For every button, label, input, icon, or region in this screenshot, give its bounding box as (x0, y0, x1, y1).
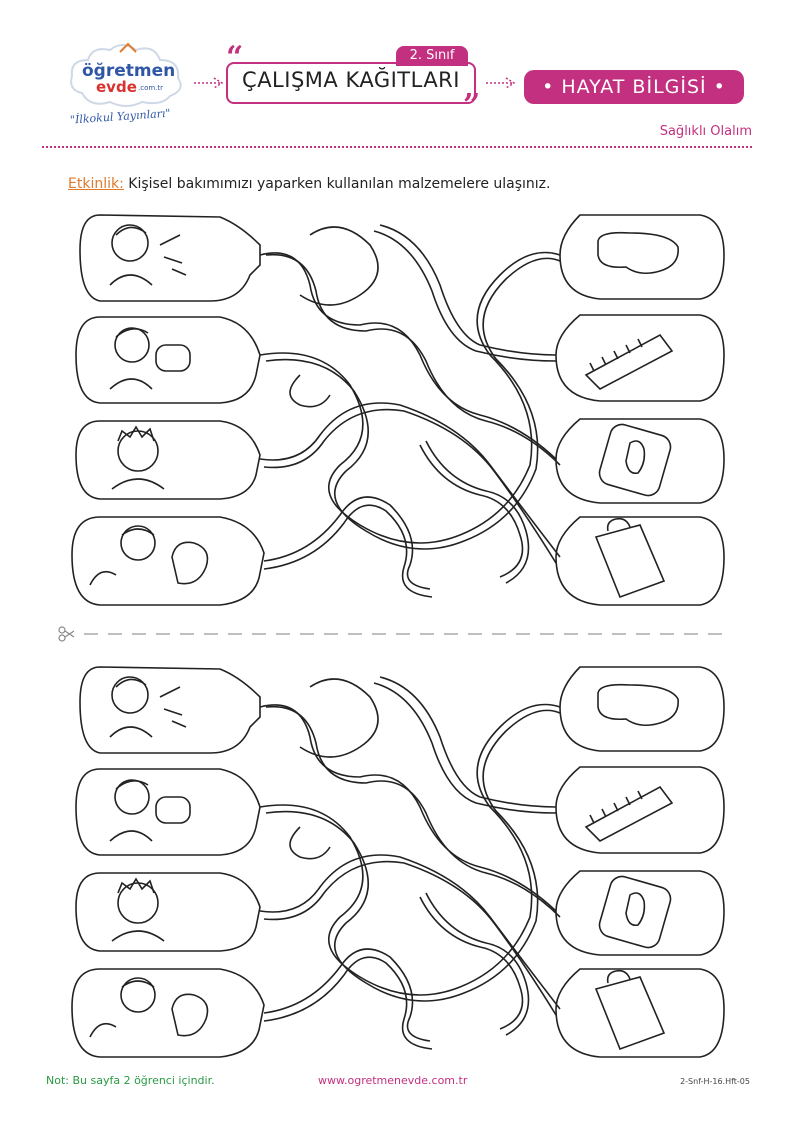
bubble-left-4 (72, 517, 264, 605)
footer-note: Not: Bu sayfa 2 öğrenci içindir. (46, 1074, 215, 1087)
scissors-icon (59, 627, 74, 641)
subject-badge: • HAYAT BİLGİSİ • (524, 70, 744, 104)
logo-domain: .com.tr (138, 84, 164, 92)
deodorant-icon (596, 519, 664, 597)
bubble-left-3 (76, 421, 260, 499)
logo-text-evde: evde (96, 78, 137, 96)
arrow-right-icon (484, 76, 520, 90)
instruction (68, 176, 550, 192)
logo-tagline: "İlkokul Yayınları" (69, 106, 171, 127)
open-quote-icon: “ (226, 40, 244, 75)
instruction-label: Etkinlik: (68, 176, 124, 192)
bubble-right-2 (556, 315, 724, 401)
logo-text-ogretmen: öğretmen (82, 61, 176, 81)
instruction-text: Kişisel bakımımızı yaparken kullanılan malzemelere ulaşınız. (123, 176, 551, 192)
footer-code: 2-Snf-H-16.Hft-05 (680, 1077, 750, 1086)
bubble-right-3 (556, 419, 724, 503)
cut-line (56, 624, 726, 644)
close-quote-icon: ” (463, 88, 481, 123)
bubble-left-1 (80, 215, 260, 301)
bubble-right-4 (556, 517, 724, 605)
grade-tab: 2. Sınıf (396, 46, 468, 66)
publisher-logo (62, 38, 194, 130)
foot-powder-icon (597, 422, 674, 499)
maze-bottom (60, 657, 740, 1067)
header-divider (42, 146, 752, 148)
bubble-left-2 (76, 317, 260, 403)
comb-icon (586, 335, 672, 389)
page-title: ÇALIŞMA KAĞITLARI (242, 68, 460, 92)
bubble-right-1 (560, 215, 724, 299)
topic-label: Sağlıklı Olalım (659, 124, 752, 139)
footer-url[interactable]: www.ogretmenevde.com.tr (318, 1074, 468, 1087)
soap-icon (598, 233, 678, 274)
arrow-right-icon (192, 76, 228, 90)
maze-top (60, 205, 740, 615)
